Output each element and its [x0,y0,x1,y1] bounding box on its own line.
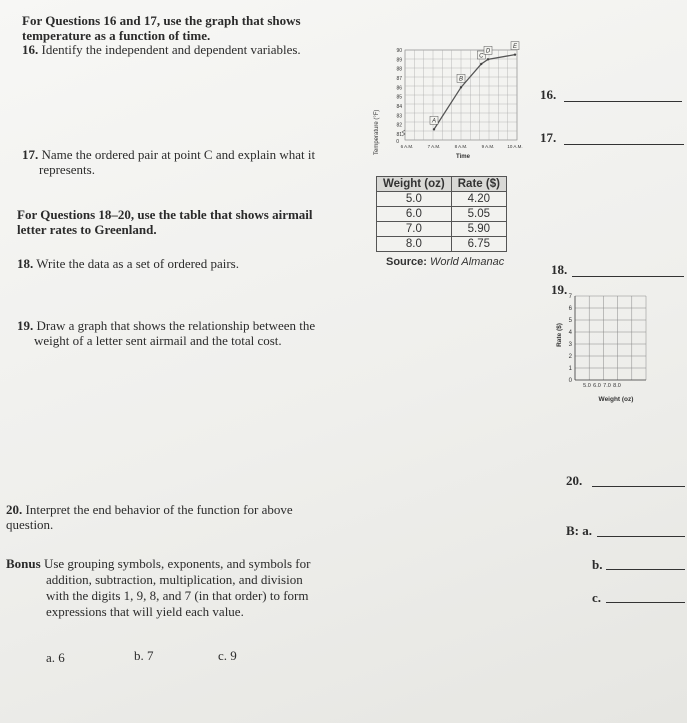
table-row [377,237,507,252]
answer-blank-17[interactable] [564,144,684,145]
bonus-text-line3: with the digits 1, 9, 8, and 7 (in that order) to form [46,588,309,603]
section-header-q18-20 [17,207,313,237]
table-cell: 5.90 [451,222,506,237]
table-row [377,192,507,207]
x-tick-label: 7 A.M. [427,144,441,149]
source-label: Source: [386,256,427,268]
temperature-y-axis-label: Temperature (°F) [374,109,380,155]
answer-blank-20[interactable] [592,486,685,487]
table-row [377,207,507,222]
y-tick-label: 5 [568,318,572,324]
source-value: World Almanac [430,256,505,268]
point-label-d: D [485,48,491,55]
table-cell: 7.0 [377,222,452,237]
table-cell: 5.05 [451,207,506,222]
question-16 [22,42,301,57]
x-tick-label: 8 A.M. [454,144,468,149]
answer-label-17: 17. [540,130,557,145]
x-tick-label: 6.0 [593,383,601,389]
y-tick-label: 2 [568,354,572,360]
answer-label-18: 18. [551,262,568,277]
answer-blank-16[interactable] [564,101,682,102]
rates-table [376,176,507,252]
bonus-option-b: b. 7 [134,648,154,663]
y-tick-label: 1 [568,366,572,372]
y-tick-label: 3 [568,342,572,348]
header-line-1: For Questions 18–20, use the table that shows airmail [17,207,313,222]
header-line-2: temperature as a function of time. [22,28,211,43]
rate-graph [550,290,650,405]
x-tick-label: 5.0 [583,383,591,389]
answer-label-bonus-b: b. [592,557,603,572]
question-number: 18. [17,256,34,271]
data-point-c [480,63,482,65]
bonus-text-line4: expressions that will yield each value. [46,604,244,619]
y-tick-label: 4 [568,330,572,336]
question-18 [17,256,239,271]
table-header-weight: Weight (oz) [377,177,452,192]
answer-blank-bonus-a[interactable] [597,536,685,537]
question-text-line1: Draw a graph that shows the relationship between the [36,318,316,333]
data-point-a [433,128,435,130]
bonus-question [6,556,310,620]
answer-label-bonus-a: B: a. [566,523,592,538]
question-text-line2: question. [6,517,54,532]
header-line-2: letter rates to Greenland. [17,222,157,237]
data-point-e [514,53,516,55]
question-number: 17. [22,147,39,162]
table-cell: 6.0 [377,207,452,222]
rates-table-container [376,176,507,268]
temperature-x-axis-label: Time [456,154,470,160]
temperature-x-ticks [401,144,523,149]
question-number: 20. [6,502,23,517]
question-number: 19. [17,318,34,333]
y-tick-label: 88 [396,66,402,73]
answer-label-bonus-c: c. [592,590,602,605]
bonus-text-line2: addition, subtraction, multiplication, and division [46,572,303,587]
table-cell: 6.75 [451,237,506,252]
y-tick-label: 81 [396,132,402,138]
bonus-label: Bonus [6,556,41,571]
x-tick-label: 7.0 [603,383,611,389]
point-label-e: E [512,43,518,50]
question-text-line2: represents. [39,162,95,177]
table-cell: 5.0 [377,192,452,207]
x-tick-label: 9 A.M. [481,144,495,149]
bonus-option-a: a. 6 [46,650,65,665]
x-tick-label: 6 A.M. [400,144,414,149]
table-cell: 4.20 [451,192,506,207]
y-tick-label: 6 [568,306,572,312]
temperature-y-ticks [396,48,402,145]
y-tick-label: 84 [396,104,402,110]
answer-blank-bonus-b[interactable] [606,569,685,570]
answer-label-16: 16. [540,87,557,102]
data-point-b [460,86,462,88]
question-text-line1: Name the ordered pair at point C and explain what it [41,147,316,162]
header-line-1: For Questions 16 and 17, use the graph that shows [22,13,301,28]
bonus-option-c: c. 9 [218,648,237,663]
question-text: Identify the independent and dependent variables. [41,42,301,57]
rate-y-ticks [569,294,573,384]
y-tick-label: 85 [396,94,402,101]
axis-break [402,130,405,136]
answer-blank-18[interactable] [572,276,684,277]
rate-y-axis-label: Rate ($) [556,323,563,347]
answer-label-20: 20. [566,473,583,488]
rate-x-axis-label: Weight (oz) [598,396,634,403]
temperature-line [434,55,515,130]
y-tick-label: 87 [396,76,402,82]
section-header-q16-17 [22,13,301,43]
data-point-d [487,58,489,60]
x-tick-label: 10 A.M. [507,144,523,149]
question-19 [17,318,315,348]
question-text: Write the data as a set of ordered pairs. [36,256,239,271]
y-tick-label: 82 [396,122,402,129]
table-row [377,222,507,237]
question-text-line1: Interpret the end behavior of the function for above [25,502,293,517]
rate-grid [575,296,646,380]
table-cell: 8.0 [377,237,452,252]
bonus-text-line1: Use grouping symbols, exponents, and symbols for [43,556,311,571]
y-tick-label: 90 [396,48,402,54]
point-label-a: A [431,118,437,125]
rate-x-ticks [583,383,621,389]
temperature-graph [365,40,535,165]
answer-label-19: 19. [551,282,568,297]
y-tick-label: 89 [396,57,402,64]
y-tick-label: 0 [568,378,572,384]
answer-blank-bonus-c[interactable] [606,602,685,603]
question-number: 16. [22,42,39,57]
table-header-rate: Rate ($) [451,177,506,192]
y-tick-label: 83 [396,113,402,120]
question-17 [22,147,315,177]
y-tick-label: 7 [568,294,572,300]
point-label-c: C [479,53,484,60]
x-tick-label: 8.0 [613,383,621,389]
y-tick-label: 0 [396,139,399,145]
question-text-line2: weight of a letter sent airmail and the total cost. [34,333,282,348]
table-source [376,256,507,268]
point-label-b: B [458,76,464,83]
y-tick-label: 86 [396,85,402,92]
question-20 [6,502,293,532]
temperature-grid [402,50,517,140]
